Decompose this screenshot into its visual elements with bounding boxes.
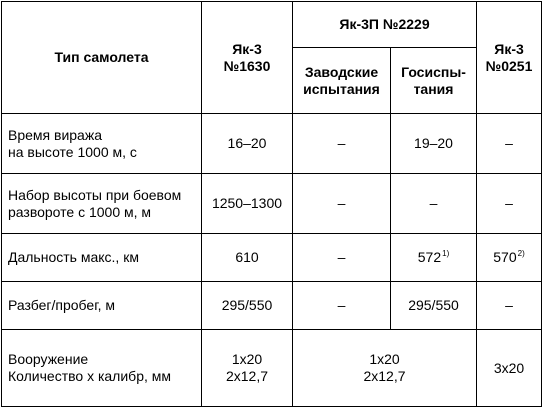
header-row-top xyxy=(2,2,542,48)
yak3-1630-model: Як-3 xyxy=(232,40,262,57)
row-label-line: Разбег/пробег, м xyxy=(8,297,116,313)
factory-tests-line-1: Заводские xyxy=(304,63,379,80)
armament-yak3-1630 xyxy=(202,330,293,407)
armament-cannon: 1х20 xyxy=(369,351,400,367)
cell-yak3-1630: 16–20 xyxy=(202,114,293,174)
cell-value: – xyxy=(505,135,513,151)
footnote-marker: 1) xyxy=(442,249,450,258)
cell-value: 19–20 xyxy=(414,135,453,151)
table-row xyxy=(2,174,542,234)
aircraft-comparison-table xyxy=(1,1,542,407)
aircraft-type-header xyxy=(2,2,202,114)
cell-value: 572 xyxy=(417,249,442,265)
armament-cannon: 1х20 xyxy=(231,351,263,367)
cell-state-tests xyxy=(391,114,477,174)
yak3-0251-header xyxy=(477,2,542,114)
state-tests-line-2: тания xyxy=(413,80,454,97)
armament-row xyxy=(2,330,542,407)
state-tests-header xyxy=(391,48,477,114)
cell-state-tests xyxy=(391,282,477,330)
cell-value: 570 xyxy=(493,249,517,265)
yak3-0251-number: №0251 xyxy=(485,57,533,74)
cell-state-tests xyxy=(391,234,477,282)
cell-yak3-0251 xyxy=(477,174,542,234)
yak3-1630-number: №1630 xyxy=(223,57,271,74)
row-label-line: на высоте 1000 м, с xyxy=(8,143,137,160)
table-row xyxy=(2,282,542,330)
cell-yak3-0251 xyxy=(477,282,542,330)
armament-label-line-2: Количество х калибр, мм xyxy=(8,368,172,384)
cell-value: – xyxy=(505,195,513,211)
yak3p-2229-label: Як-3П №2229 xyxy=(339,16,430,32)
cell-yak3-0251 xyxy=(477,234,542,282)
table-row xyxy=(2,234,542,282)
yak3-0251-model: Як-3 xyxy=(494,40,524,57)
armament-yak3-0251: 3х20 xyxy=(477,330,542,407)
row-label-line: Дальность макс., км xyxy=(8,249,139,265)
cell-factory-tests: – xyxy=(293,282,391,330)
cell-value: 295/550 xyxy=(408,297,459,313)
factory-tests-line-2: испытания xyxy=(303,80,380,97)
row-label-line: Набор высоты при боевом xyxy=(8,186,182,203)
row-label-line: развороте с 1000 м, м xyxy=(8,203,152,220)
row-label xyxy=(2,114,202,174)
cell-yak3-0251 xyxy=(477,114,542,174)
armament-label xyxy=(2,330,202,407)
cell-yak3-1630: 295/550 xyxy=(202,282,293,330)
footnote-marker: 2) xyxy=(517,249,525,258)
armament-label-line-1: Вооружение xyxy=(8,351,89,367)
state-tests-line-1: Госиспы- xyxy=(401,63,466,80)
cell-factory-tests: – xyxy=(293,114,391,174)
row-label-line: Время виража xyxy=(8,126,102,143)
cell-state-tests xyxy=(391,174,477,234)
cell-factory-tests: – xyxy=(293,234,391,282)
row-label xyxy=(2,234,202,282)
row-label xyxy=(2,174,202,234)
armament-machine-guns: 2х12,7 xyxy=(225,368,269,384)
cell-value: – xyxy=(505,297,513,313)
row-label xyxy=(2,282,202,330)
table-row xyxy=(2,114,542,174)
factory-tests-header xyxy=(293,48,391,114)
armament-machine-guns: 2х12,7 xyxy=(363,368,406,384)
cell-yak3-1630: 610 xyxy=(202,234,293,282)
cell-yak3-1630: 1250–1300 xyxy=(202,174,293,234)
aircraft-type-label: Тип самолета xyxy=(54,49,149,65)
yak3-1630-header xyxy=(202,2,293,114)
cell-factory-tests: – xyxy=(293,174,391,234)
yak3p-2229-header xyxy=(293,2,477,48)
armament-yak3p-2229 xyxy=(293,330,477,407)
cell-value: – xyxy=(429,195,438,211)
